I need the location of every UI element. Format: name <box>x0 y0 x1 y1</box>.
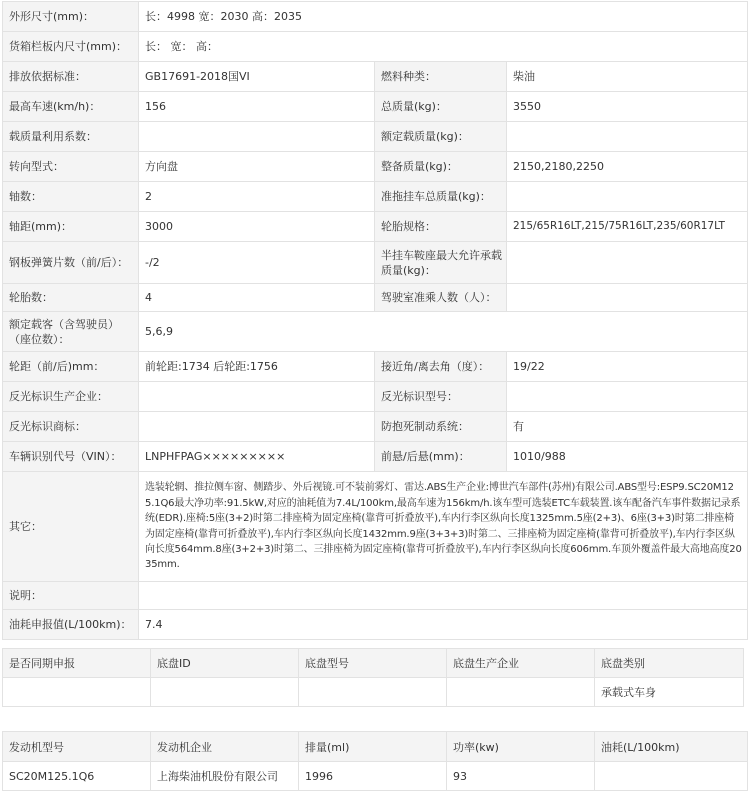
steering-label: 转向型式： <box>3 152 139 182</box>
tires-label: 轮胎数： <box>3 284 139 312</box>
spec-row <box>3 62 748 92</box>
max-speed-label: 最高车速(km/h)： <box>3 92 139 122</box>
rated-load-value <box>507 122 748 152</box>
fuel-consumption-label: 油耗申报值(L/100km)： <box>3 610 139 640</box>
spec-row <box>3 442 748 472</box>
cab-passengers-label: 驾驶室准乘人数（人）： <box>375 284 507 312</box>
spec-row <box>3 610 748 640</box>
spec-row <box>3 472 748 582</box>
steering-value: 方向盘 <box>139 152 375 182</box>
chassis-header-cell: 底盘ID <box>151 649 299 678</box>
leaf-springs-label: 钢板弹簧片数（前/后）： <box>3 242 139 284</box>
tire-spec-value: 215/65R16LT,215/75R16LT,235/60R17LT <box>507 212 748 242</box>
reflector-maker-value <box>139 382 375 412</box>
spec-row <box>3 412 748 442</box>
spec-row <box>3 284 748 312</box>
rated-load-label: 额定载质量(kg)： <box>375 122 507 152</box>
chassis-cell: 承载式车身 <box>595 678 744 707</box>
spec-row <box>3 352 748 382</box>
fuel-type-label: 燃料种类： <box>375 62 507 92</box>
engine-table <box>2 731 748 791</box>
load-utilization-label: 载质量利用系数： <box>3 122 139 152</box>
reflector-model-value <box>507 382 748 412</box>
tires-value: 4 <box>139 284 375 312</box>
reflector-maker-label: 反光标识生产企业： <box>3 382 139 412</box>
chassis-data-row <box>3 678 744 707</box>
cargo-dimensions-label: 货箱栏板内尺寸(mm)： <box>3 32 139 62</box>
engine-cell <box>595 762 748 791</box>
spec-row <box>3 312 748 352</box>
chassis-cell <box>299 678 447 707</box>
spec-row <box>3 182 748 212</box>
fuel-type-value: 柴油 <box>507 62 748 92</box>
engine-header-row <box>3 732 748 762</box>
curb-weight-label: 整备质量(kg)： <box>375 152 507 182</box>
chassis-cell <box>3 678 151 707</box>
engine-data-row <box>3 762 748 791</box>
seats-label: 额定载客（含驾驶员）（座位数）： <box>3 312 139 352</box>
engine-header-cell: 发动机企业 <box>151 732 299 762</box>
engine-cell: 93 <box>447 762 595 791</box>
fuel-consumption-value: 7.4 <box>139 610 748 640</box>
trailer-mass-label: 准拖挂车总质量(kg)： <box>375 182 507 212</box>
dimensions-label: 外形尺寸(mm)： <box>3 2 139 32</box>
reflector-brand-value <box>139 412 375 442</box>
chassis-header-cell: 底盘类别 <box>595 649 744 678</box>
chassis-header-cell: 是否同期申报 <box>3 649 151 678</box>
cargo-dimensions-value: 长： 宽： 高： <box>139 32 748 62</box>
spec-row <box>3 242 748 284</box>
engine-cell: SC20M125.1Q6 <box>3 762 151 791</box>
engine-header-cell: 油耗(L/100km) <box>595 732 748 762</box>
vin-value: LNPHFPAG××××××××× <box>139 442 375 472</box>
overhang-value: 1010/988 <box>507 442 748 472</box>
track-value: 前轮距:1734 后轮距:1756 <box>139 352 375 382</box>
gross-mass-label: 总质量(kg)： <box>375 92 507 122</box>
chassis-cell <box>151 678 299 707</box>
max-speed-value: 156 <box>139 92 375 122</box>
gross-mass-value: 3550 <box>507 92 748 122</box>
chassis-header-row <box>3 649 744 678</box>
dimensions-value: 长：4998 宽：2030 高：2035 <box>139 2 748 32</box>
vin-label: 车辆识别代号（VIN）： <box>3 442 139 472</box>
saddle-load-value <box>507 242 748 284</box>
engine-cell: 1996 <box>299 762 447 791</box>
spec-row <box>3 2 748 32</box>
chassis-table <box>2 648 744 707</box>
engine-cell: 上海柴油机股份有限公司 <box>151 762 299 791</box>
approach-departure-label: 接近角/离去角（度）： <box>375 352 507 382</box>
spec-row <box>3 382 748 412</box>
reflector-model-label: 反光标识型号： <box>375 382 507 412</box>
note-value <box>139 582 748 610</box>
axles-label: 轴数： <box>3 182 139 212</box>
emission-standard-label: 排放依据标准： <box>3 62 139 92</box>
chassis-cell <box>447 678 595 707</box>
cab-passengers-value <box>507 284 748 312</box>
spec-row <box>3 212 748 242</box>
other-value: 选装轮辋、推拉侧车窗、侧踏步、外后视镜.可不装前雾灯、雷达.ABS生产企业:博世汽车部件(苏州)有限公司.ABS型号:ESP9.SC20M125.1Q6最大净功率:91.5kW,对应的油耗值为7.4L/100km,最高车速为156km/h.该车型可选装ETC车载装置.该车配备汽车事件数据记录系统(EDR).座椅:5座(3+2)时第二排座椅为固定座椅(靠背可折叠放平),车内行李区纵向长度1325mm.5座(2+3)、6座(3+3)时第二排座椅为固定座椅(靠背可折叠放平),车内行李区纵向长度1432mm.9座(3+3+3)时第二、三排座椅为固定座椅(靠背可折叠放平),车内行李区纵向长度564mm.8座(3+2+3)时第二、三排座椅为固定座椅(靠背可折叠放平),车内行李区纵向长度606mm.车顶外覆盖件最大高地高度2035mm. <box>139 472 748 582</box>
abs-label: 防抱死制动系统： <box>375 412 507 442</box>
wheelbase-value: 3000 <box>139 212 375 242</box>
emission-standard-value: GB17691-2018国VI <box>139 62 375 92</box>
spec-row <box>3 92 748 122</box>
reflector-brand-label: 反光标识商标： <box>3 412 139 442</box>
leaf-springs-value: -/2 <box>139 242 375 284</box>
spec-row <box>3 152 748 182</box>
engine-header-cell: 排量(ml) <box>299 732 447 762</box>
spec-row <box>3 582 748 610</box>
axles-value: 2 <box>139 182 375 212</box>
spec-table <box>2 1 748 640</box>
saddle-load-label: 半挂车鞍座最大允许承载质量(kg)： <box>375 242 507 284</box>
chassis-header-cell: 底盘生产企业 <box>447 649 595 678</box>
curb-weight-value: 2150,2180,2250 <box>507 152 748 182</box>
seats-value: 5,6,9 <box>139 312 748 352</box>
other-label: 其它： <box>3 472 139 582</box>
abs-value: 有 <box>507 412 748 442</box>
spec-row <box>3 122 748 152</box>
engine-header-cell: 功率(kw) <box>447 732 595 762</box>
chassis-header-cell: 底盘型号 <box>299 649 447 678</box>
spec-row <box>3 32 748 62</box>
trailer-mass-value <box>507 182 748 212</box>
overhang-label: 前悬/后悬(mm)： <box>375 442 507 472</box>
load-utilization-value <box>139 122 375 152</box>
track-label: 轮距（前/后)mm： <box>3 352 139 382</box>
note-label: 说明： <box>3 582 139 610</box>
engine-header-cell: 发动机型号 <box>3 732 151 762</box>
tire-spec-label: 轮胎规格： <box>375 212 507 242</box>
approach-departure-value: 19/22 <box>507 352 748 382</box>
wheelbase-label: 轴距(mm)： <box>3 212 139 242</box>
